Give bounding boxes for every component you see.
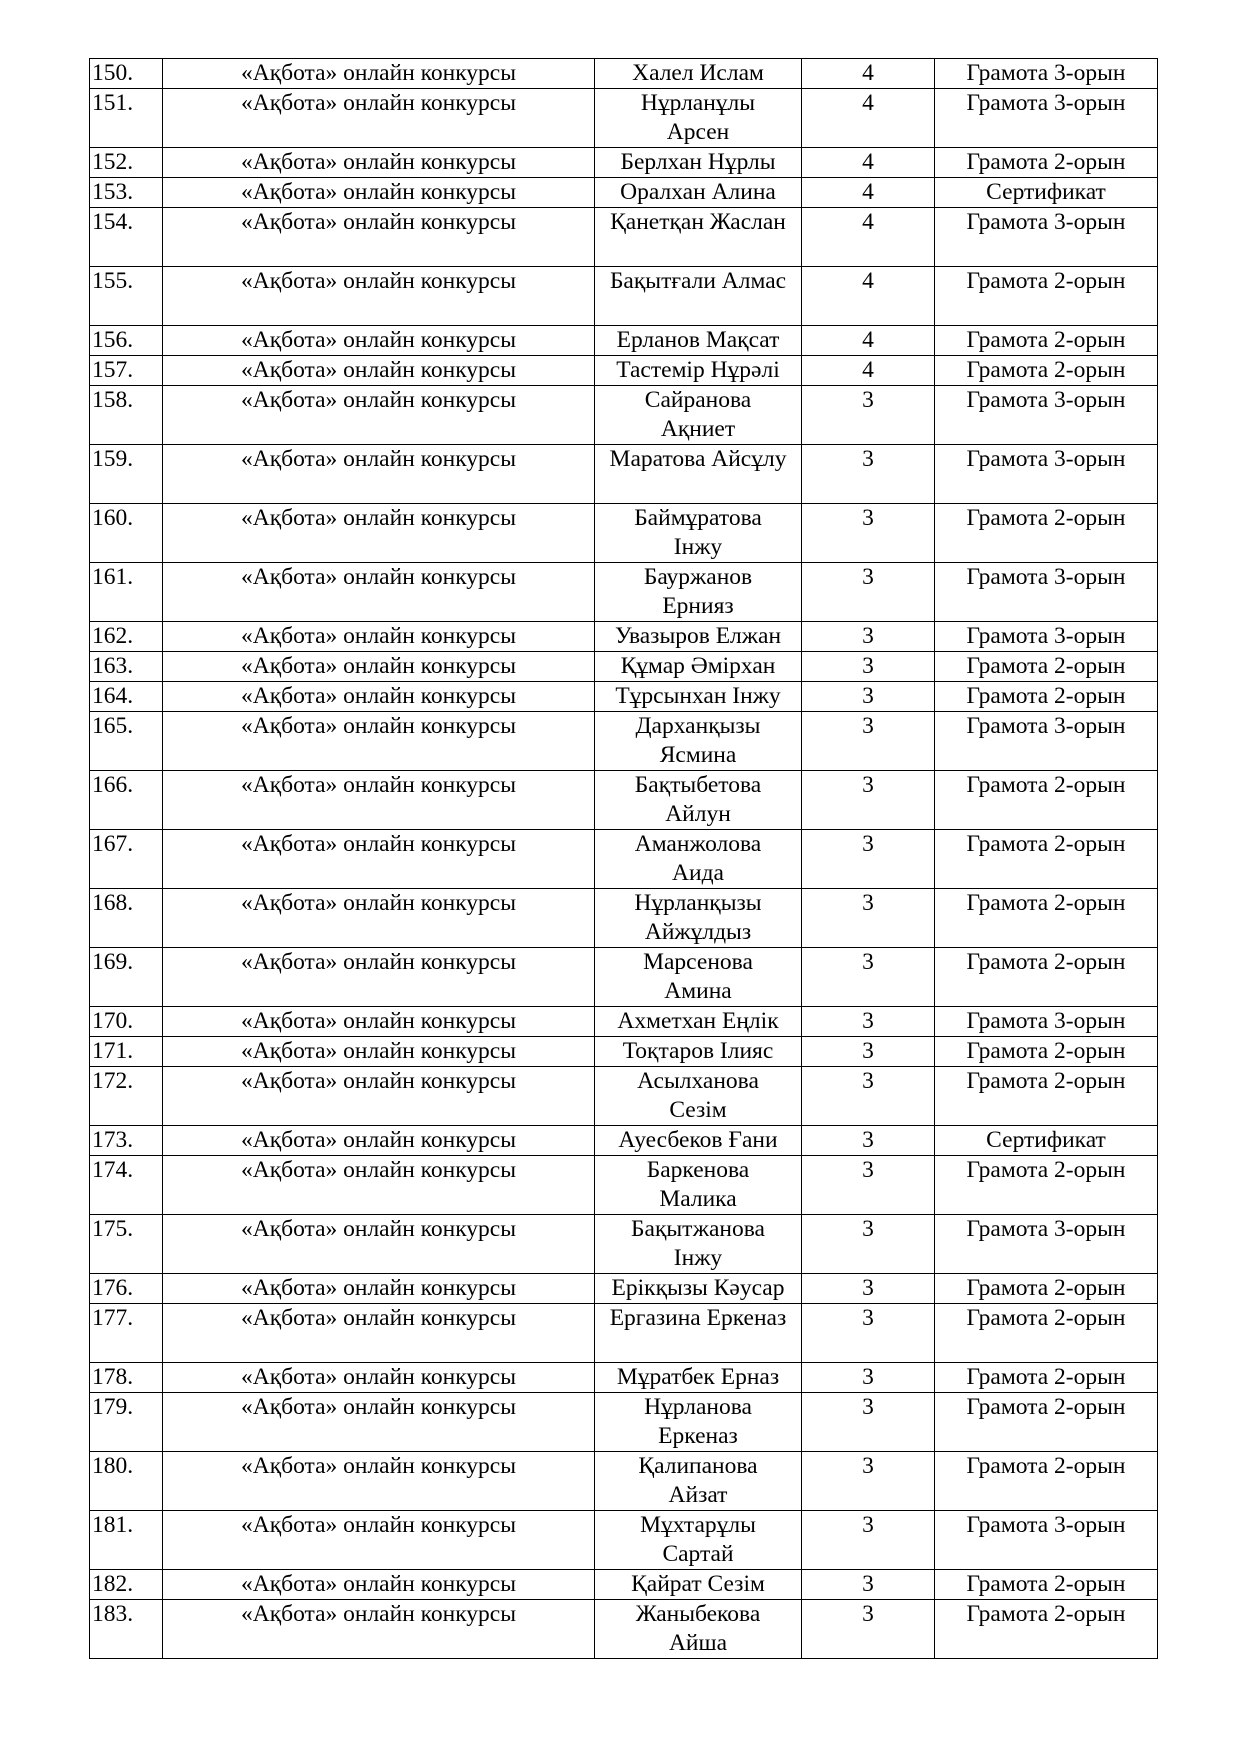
grade-cell: 3: [802, 1037, 935, 1067]
grade-cell: 3: [802, 622, 935, 652]
row-number-cell: 169.: [90, 948, 163, 1007]
participant-name-cell: Аманжолова Аида: [595, 830, 802, 889]
event-cell: «Ақбота» онлайн конкурсы: [163, 1215, 595, 1274]
participant-name-cell: Жаныбекова Айша: [595, 1600, 802, 1659]
row-number-cell: 173.: [90, 1126, 163, 1156]
grade-cell: 3: [802, 1215, 935, 1274]
event-cell: «Ақбота» онлайн конкурсы: [163, 267, 595, 326]
participant-name-cell: Мұратбек Ерназ: [595, 1363, 802, 1393]
table-row: [90, 1067, 1158, 1126]
event-cell: «Ақбота» онлайн конкурсы: [163, 178, 595, 208]
event-cell: «Ақбота» онлайн конкурсы: [163, 1511, 595, 1570]
grade-cell: 3: [802, 771, 935, 830]
participant-name-cell: Ергазина Еркеназ: [595, 1304, 802, 1363]
row-number-cell: 155.: [90, 267, 163, 326]
table-row: [90, 889, 1158, 948]
table-row: [90, 386, 1158, 445]
participant-name-cell: Асылханова Сезім: [595, 1067, 802, 1126]
table-row: [90, 771, 1158, 830]
result-cell: Грамота 3-орын: [935, 563, 1158, 622]
participant-name-cell: Бақтыбетова Айлун: [595, 771, 802, 830]
participant-name-cell: Тұрсынхан Інжу: [595, 682, 802, 712]
grade-cell: 3: [802, 386, 935, 445]
event-cell: «Ақбота» онлайн конкурсы: [163, 1600, 595, 1659]
participant-name-cell: Бақытжанова Інжу: [595, 1215, 802, 1274]
row-number-cell: 161.: [90, 563, 163, 622]
event-cell: «Ақбота» онлайн конкурсы: [163, 326, 595, 356]
row-number-cell: 183.: [90, 1600, 163, 1659]
row-number-cell: 175.: [90, 1215, 163, 1274]
result-cell: Грамота 3-орын: [935, 1511, 1158, 1570]
grade-cell: 3: [802, 1452, 935, 1511]
grade-cell: 3: [802, 682, 935, 712]
row-number-cell: 162.: [90, 622, 163, 652]
participant-name-cell: Маратова Айсұлу: [595, 445, 802, 504]
participant-name-cell: Увазыров Елжан: [595, 622, 802, 652]
event-cell: «Ақбота» онлайн конкурсы: [163, 148, 595, 178]
row-number-cell: 151.: [90, 89, 163, 148]
grade-cell: 3: [802, 1600, 935, 1659]
participant-name-cell: Тастемір Нұрәлі: [595, 356, 802, 386]
row-number-cell: 159.: [90, 445, 163, 504]
result-cell: Грамота 2-орын: [935, 1452, 1158, 1511]
grade-cell: 4: [802, 326, 935, 356]
table-row: [90, 1511, 1158, 1570]
table-row: [90, 1126, 1158, 1156]
event-cell: «Ақбота» онлайн конкурсы: [163, 948, 595, 1007]
row-number-cell: 167.: [90, 830, 163, 889]
table-row: [90, 1570, 1158, 1600]
row-number-cell: 154.: [90, 208, 163, 267]
row-number-cell: 163.: [90, 652, 163, 682]
participant-name-cell: Марсенова Амина: [595, 948, 802, 1007]
row-number-cell: 150.: [90, 59, 163, 89]
result-cell: Грамота 2-орын: [935, 889, 1158, 948]
table-row: [90, 267, 1158, 326]
row-number-cell: 178.: [90, 1363, 163, 1393]
result-cell: Грамота 3-орын: [935, 622, 1158, 652]
table-row: [90, 208, 1158, 267]
row-number-cell: 172.: [90, 1067, 163, 1126]
table-row: [90, 1215, 1158, 1274]
result-cell: Грамота 2-орын: [935, 504, 1158, 563]
event-cell: «Ақбота» онлайн конкурсы: [163, 889, 595, 948]
grade-cell: 3: [802, 830, 935, 889]
event-cell: «Ақбота» онлайн конкурсы: [163, 1156, 595, 1215]
participant-name-cell: Бақытғали Алмас: [595, 267, 802, 326]
participant-name-cell: Ауесбеков Ғани: [595, 1126, 802, 1156]
event-cell: «Ақбота» онлайн конкурсы: [163, 504, 595, 563]
grade-cell: 3: [802, 445, 935, 504]
table-row: [90, 652, 1158, 682]
participant-name-cell: Ахметхан Еңлік: [595, 1007, 802, 1037]
row-number-cell: 182.: [90, 1570, 163, 1600]
result-cell: Грамота 2-орын: [935, 326, 1158, 356]
result-cell: Сертификат: [935, 178, 1158, 208]
grade-cell: 3: [802, 563, 935, 622]
table-row: [90, 59, 1158, 89]
row-number-cell: 158.: [90, 386, 163, 445]
result-cell: Грамота 2-орын: [935, 267, 1158, 326]
result-cell: Грамота 2-орын: [935, 1037, 1158, 1067]
event-cell: «Ақбота» онлайн конкурсы: [163, 1570, 595, 1600]
grade-cell: 4: [802, 148, 935, 178]
event-cell: «Ақбота» онлайн конкурсы: [163, 771, 595, 830]
event-cell: «Ақбота» онлайн конкурсы: [163, 652, 595, 682]
event-cell: «Ақбота» онлайн конкурсы: [163, 1452, 595, 1511]
grade-cell: 4: [802, 356, 935, 386]
grade-cell: 3: [802, 1393, 935, 1452]
result-cell: Грамота 2-орын: [935, 830, 1158, 889]
result-cell: Грамота 2-орын: [935, 1304, 1158, 1363]
row-number-cell: 153.: [90, 178, 163, 208]
result-cell: Грамота 2-орын: [935, 1570, 1158, 1600]
event-cell: «Ақбота» онлайн конкурсы: [163, 1126, 595, 1156]
result-cell: Грамота 2-орын: [935, 1600, 1158, 1659]
participant-name-cell: Ерланов Мақсат: [595, 326, 802, 356]
event-cell: «Ақбота» онлайн конкурсы: [163, 89, 595, 148]
table-row: [90, 89, 1158, 148]
result-cell: Грамота 2-орын: [935, 771, 1158, 830]
row-number-cell: 179.: [90, 1393, 163, 1452]
row-number-cell: 165.: [90, 712, 163, 771]
grade-cell: 4: [802, 267, 935, 326]
participant-name-cell: Дарханқызы Ясмина: [595, 712, 802, 771]
grade-cell: 4: [802, 178, 935, 208]
results-table-body: [90, 59, 1158, 1659]
grade-cell: 3: [802, 1126, 935, 1156]
table-row: [90, 445, 1158, 504]
row-number-cell: 156.: [90, 326, 163, 356]
participant-name-cell: Сайранова Ақниет: [595, 386, 802, 445]
result-cell: Сертификат: [935, 1126, 1158, 1156]
row-number-cell: 170.: [90, 1007, 163, 1037]
event-cell: «Ақбота» онлайн конкурсы: [163, 59, 595, 89]
row-number-cell: 177.: [90, 1304, 163, 1363]
results-table-container: [89, 58, 1157, 1659]
event-cell: «Ақбота» онлайн конкурсы: [163, 445, 595, 504]
participant-name-cell: Қалипанова Айзат: [595, 1452, 802, 1511]
result-cell: Грамота 3-орын: [935, 712, 1158, 771]
event-cell: «Ақбота» онлайн конкурсы: [163, 1037, 595, 1067]
grade-cell: 3: [802, 1067, 935, 1126]
result-cell: Грамота 3-орын: [935, 208, 1158, 267]
event-cell: «Ақбота» онлайн конкурсы: [163, 1304, 595, 1363]
table-row: [90, 682, 1158, 712]
grade-cell: 3: [802, 1511, 935, 1570]
participant-name-cell: Бауржанов Ернияз: [595, 563, 802, 622]
participant-name-cell: Оралхан Алина: [595, 178, 802, 208]
result-cell: Грамота 2-орын: [935, 1363, 1158, 1393]
result-cell: Грамота 2-орын: [935, 948, 1158, 1007]
result-cell: Грамота 3-орын: [935, 1215, 1158, 1274]
grade-cell: 4: [802, 208, 935, 267]
table-row: [90, 712, 1158, 771]
participant-name-cell: Қанетқан Жаслан: [595, 208, 802, 267]
table-row: [90, 1600, 1158, 1659]
result-cell: Грамота 3-орын: [935, 1007, 1158, 1037]
grade-cell: 3: [802, 1156, 935, 1215]
grade-cell: 3: [802, 1304, 935, 1363]
table-row: [90, 622, 1158, 652]
event-cell: «Ақбота» онлайн конкурсы: [163, 1393, 595, 1452]
table-row: [90, 326, 1158, 356]
event-cell: «Ақбота» онлайн конкурсы: [163, 1274, 595, 1304]
table-row: [90, 1452, 1158, 1511]
table-row: [90, 1363, 1158, 1393]
results-table: [89, 58, 1158, 1659]
event-cell: «Ақбота» онлайн конкурсы: [163, 386, 595, 445]
grade-cell: 3: [802, 948, 935, 1007]
table-row: [90, 1393, 1158, 1452]
row-number-cell: 176.: [90, 1274, 163, 1304]
participant-name-cell: Тоқтаров Ілияс: [595, 1037, 802, 1067]
event-cell: «Ақбота» онлайн конкурсы: [163, 356, 595, 386]
participant-name-cell: Нұрланұлы Арсен: [595, 89, 802, 148]
participant-name-cell: Халел Ислам: [595, 59, 802, 89]
grade-cell: 4: [802, 59, 935, 89]
result-cell: Грамота 2-орын: [935, 148, 1158, 178]
participant-name-cell: Нұрланқызы Айжұлдыз: [595, 889, 802, 948]
table-row: [90, 178, 1158, 208]
grade-cell: 3: [802, 1274, 935, 1304]
result-cell: Грамота 2-орын: [935, 1067, 1158, 1126]
participant-name-cell: Ерікқызы Кәусар: [595, 1274, 802, 1304]
result-cell: Грамота 3-орын: [935, 386, 1158, 445]
table-row: [90, 1156, 1158, 1215]
event-cell: «Ақбота» онлайн конкурсы: [163, 682, 595, 712]
result-cell: Грамота 2-орын: [935, 652, 1158, 682]
row-number-cell: 164.: [90, 682, 163, 712]
event-cell: «Ақбота» онлайн конкурсы: [163, 1363, 595, 1393]
result-cell: Грамота 2-орын: [935, 1156, 1158, 1215]
result-cell: Грамота 3-орын: [935, 89, 1158, 148]
table-row: [90, 504, 1158, 563]
participant-name-cell: Мұхтарұлы Сартай: [595, 1511, 802, 1570]
table-row: [90, 148, 1158, 178]
event-cell: «Ақбота» онлайн конкурсы: [163, 208, 595, 267]
row-number-cell: 157.: [90, 356, 163, 386]
table-row: [90, 1304, 1158, 1363]
row-number-cell: 174.: [90, 1156, 163, 1215]
event-cell: «Ақбота» онлайн конкурсы: [163, 1067, 595, 1126]
event-cell: «Ақбота» онлайн конкурсы: [163, 830, 595, 889]
grade-cell: 3: [802, 1363, 935, 1393]
participant-name-cell: Құмар Әмірхан: [595, 652, 802, 682]
result-cell: Грамота 2-орын: [935, 1274, 1158, 1304]
participant-name-cell: Баймұратова Інжу: [595, 504, 802, 563]
grade-cell: 3: [802, 504, 935, 563]
grade-cell: 3: [802, 652, 935, 682]
participant-name-cell: Нұрланова Еркеназ: [595, 1393, 802, 1452]
table-row: [90, 948, 1158, 1007]
table-row: [90, 563, 1158, 622]
result-cell: Грамота 2-орын: [935, 356, 1158, 386]
row-number-cell: 152.: [90, 148, 163, 178]
row-number-cell: 166.: [90, 771, 163, 830]
result-cell: Грамота 3-орын: [935, 59, 1158, 89]
grade-cell: 3: [802, 1007, 935, 1037]
table-row: [90, 1007, 1158, 1037]
row-number-cell: 168.: [90, 889, 163, 948]
table-row: [90, 1037, 1158, 1067]
grade-cell: 4: [802, 89, 935, 148]
table-row: [90, 1274, 1158, 1304]
result-cell: Грамота 2-орын: [935, 682, 1158, 712]
event-cell: «Ақбота» онлайн конкурсы: [163, 712, 595, 771]
row-number-cell: 160.: [90, 504, 163, 563]
result-cell: Грамота 3-орын: [935, 445, 1158, 504]
participant-name-cell: Қайрат Сезім: [595, 1570, 802, 1600]
event-cell: «Ақбота» онлайн конкурсы: [163, 563, 595, 622]
row-number-cell: 171.: [90, 1037, 163, 1067]
participant-name-cell: Баркенова Малика: [595, 1156, 802, 1215]
table-row: [90, 830, 1158, 889]
event-cell: «Ақбота» онлайн конкурсы: [163, 622, 595, 652]
result-cell: Грамота 2-орын: [935, 1393, 1158, 1452]
table-row: [90, 356, 1158, 386]
grade-cell: 3: [802, 712, 935, 771]
event-cell: «Ақбота» онлайн конкурсы: [163, 1007, 595, 1037]
grade-cell: 3: [802, 1570, 935, 1600]
row-number-cell: 181.: [90, 1511, 163, 1570]
row-number-cell: 180.: [90, 1452, 163, 1511]
grade-cell: 3: [802, 889, 935, 948]
participant-name-cell: Берлхан Нұрлы: [595, 148, 802, 178]
